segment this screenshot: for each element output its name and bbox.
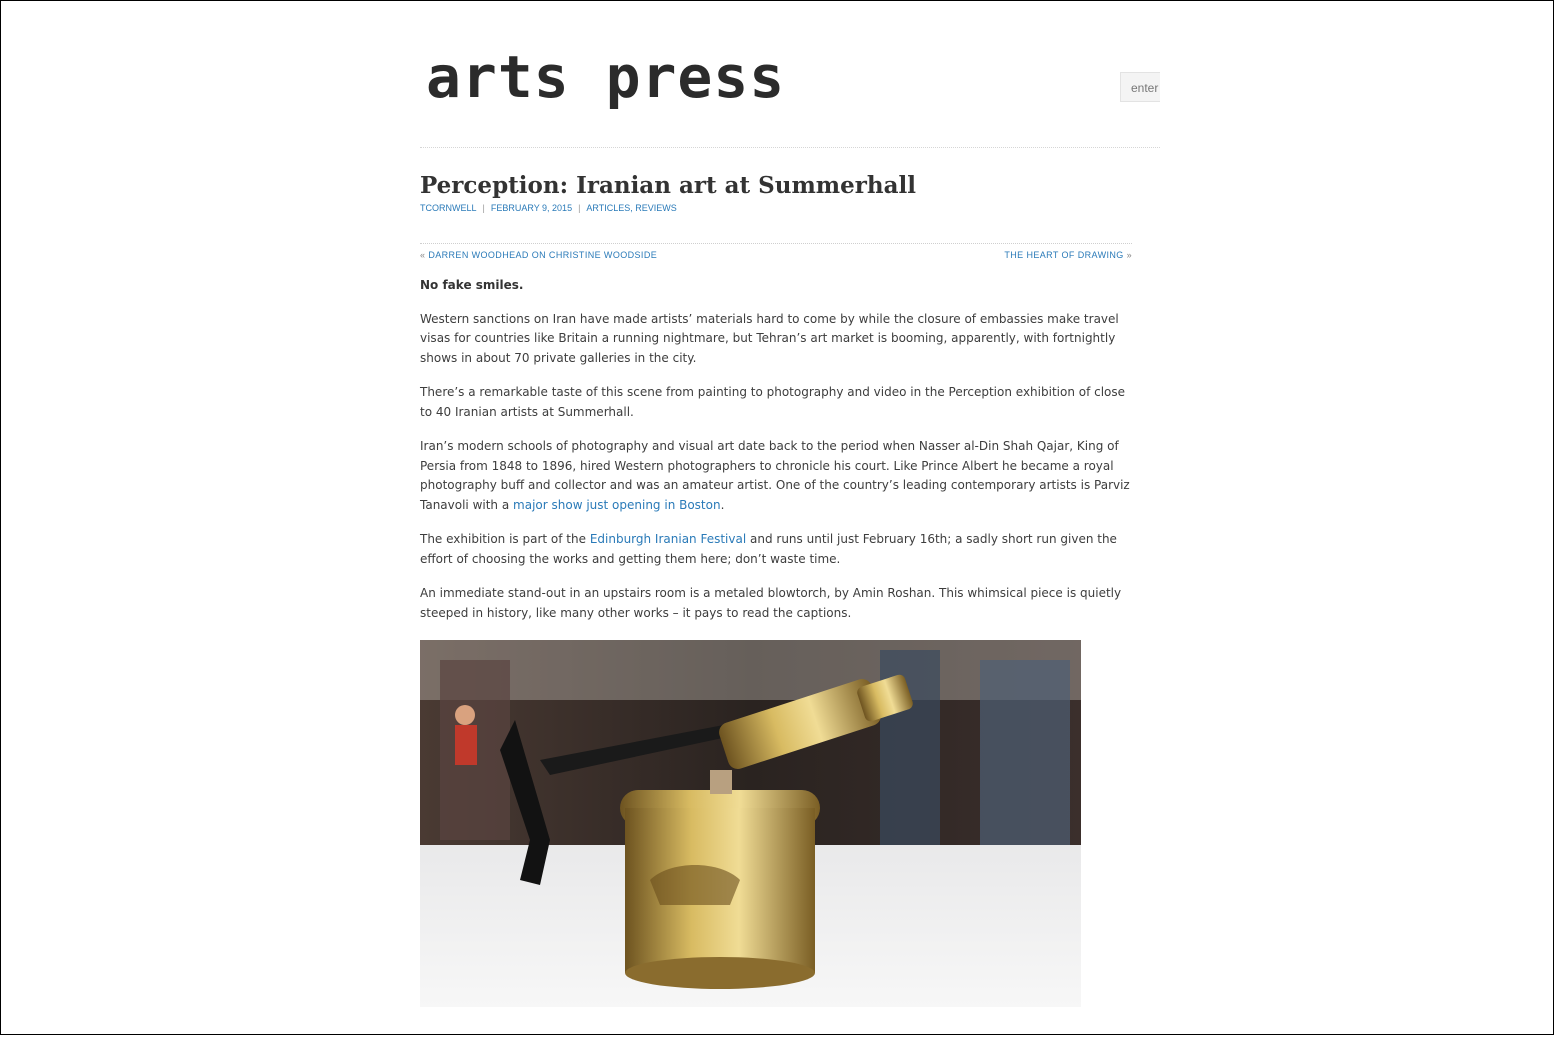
paragraph [420,530,1132,569]
category-link-articles[interactable]: ARTICLES [586,203,631,213]
paragraph: Western sanctions on Iran have made artists’ materials hard to come by while the closure of embassies make travel visas for countries like Britain a running nightmare, but Tehran’s art market is booming, apparently, with fortnightly shows in about 70 private galleries in the city. [420,311,1119,365]
post-date-link[interactable]: FEBRUARY 9, 2015 [490,203,573,213]
next-post-link[interactable] [1004,250,1132,260]
festival-link[interactable]: Edinburgh Iranian Festival [589,532,747,546]
lead-paragraph: No fake smiles. [420,278,524,292]
header-divider [420,147,1160,148]
post-meta: TCORNWELL | FEBRUARY 9, 2015 | ARTICLES, REVIEWS [420,203,677,213]
next-post-label: THE HEART OF DRAWING [1004,250,1124,260]
blowtorch-photo [420,640,1081,1007]
post-navigation [420,243,1132,260]
previous-post-label: DARREN WOODHEAD ON CHRISTINE WOODSIDE [428,250,658,260]
paragraph: There’s a remarkable taste of this scene from painting to photography and video in the Perception exhibition of close to 40 Iranian artists at Summerhall. [420,385,1126,419]
post-author-link[interactable]: TCORNWELL [420,203,477,213]
paragraph-text: Iran’s modern schools of photography and visual art date back to the period when Nasser al-Din Shah Qajar, King of Persia from 1848 to 1896, hired Western photographers to chronicle his court. Like Prince Albert he became a royal photography buff and collector and was an amateur artist. One of the country’s leading contemporary artists is Parviz Tanavoli with a [420,439,1130,512]
paragraph-text: The exhibition is part of the [420,532,590,546]
page [420,40,1160,620]
paragraph-text: and runs until just February 16th; a sadly short run given the effort of choosing the works and getting them here; don’t waste time. [420,532,1117,566]
previous-post-link[interactable] [420,250,657,260]
search-input[interactable]: enter [1120,72,1160,102]
paragraph-text: . [720,497,725,512]
previous-arrow-icon: « [420,250,426,260]
paragraph [420,437,1132,515]
site-logo[interactable]: arts press [426,43,786,111]
post-title: Perception: Iranian art at Summerhall [420,172,916,199]
meta-separator: | [578,203,581,213]
category-link-reviews[interactable]: REVIEWS [635,203,677,213]
next-arrow-icon: » [1126,250,1132,260]
meta-separator: | [482,203,485,213]
blowtorch-illustration [420,640,1081,1007]
boston-show-link[interactable]: major show just opening in Boston [513,497,721,512]
post-content [420,276,1132,638]
paragraph: An immediate stand-out in an upstairs room is a metaled blowtorch, by Amin Roshan. This whimsical piece is quietly steeped in history, like many other works – it pays to read the captions. [420,586,1122,620]
